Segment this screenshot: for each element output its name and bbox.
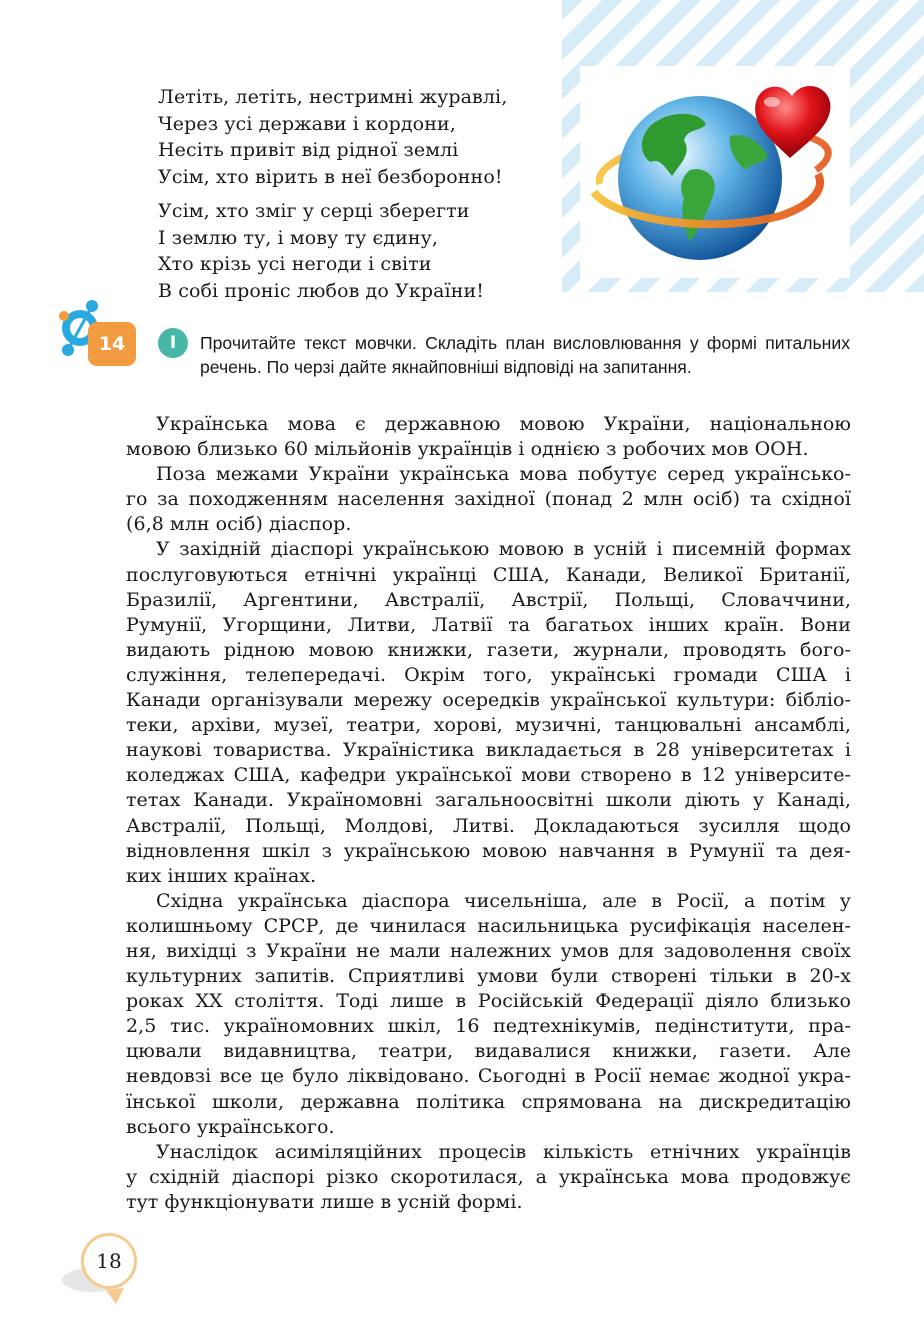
text-line: У західній діаспорі українською мовою в усній і писемній формах xyxy=(156,538,851,561)
text-line: Канади організували мережу осередків української культури: бібліо- xyxy=(126,689,851,712)
exercise-number: 14 xyxy=(88,322,136,366)
poem-stanza-2 xyxy=(158,198,558,304)
poem-line: Летіть, летіть, нестримні журавлі, xyxy=(158,86,508,108)
text-line: у східній діаспорі різко скоротилася, а українська мова продовжує xyxy=(126,1165,851,1188)
text-line: коледжах США, кафедри української мови створено в 12 університе- xyxy=(126,764,851,787)
text-line: роках ХХ століття. Тоді лише в Російській Федерації діяло близько xyxy=(126,990,851,1013)
text-line: їнської школи, державна політика спрямована на дискредитацію xyxy=(126,1090,851,1113)
text-line: послуговуються етнічні українці США, Канади, Великої Британії, xyxy=(126,563,851,586)
poem-line: І землю ту, і мову ту єдину, xyxy=(158,226,439,249)
poem-line: Через усі держави і кордони, xyxy=(158,112,456,135)
poem-line: В собі проніс любов до України! xyxy=(158,279,484,302)
text-line: всього українського. xyxy=(126,1115,335,1138)
text-line: го за походженням населення західної (понад 2 млн осіб) та східної xyxy=(126,488,851,511)
poem-stanza-1 xyxy=(158,84,558,190)
main-text xyxy=(126,412,851,1215)
page-number: 18 xyxy=(81,1233,137,1289)
text-line: тут функціонувати лише в усній формі. xyxy=(126,1190,523,1213)
text-line: ня, вихідці з України не мали належних умов для задоволення своїх xyxy=(126,939,851,962)
text-line: (6,8 млн осіб) діаспор. xyxy=(126,513,352,536)
text-line: цювали видавництва, театри, видавалися книжки, газети. Але xyxy=(126,1040,851,1063)
text-line: наукові товариства. Україністика викладається в 28 університетах і xyxy=(126,739,851,762)
globe-with-heart-icon xyxy=(580,66,850,278)
text-line: Румунії, Угорщини, Литви, Латвії та багатьох інших країн. Вони xyxy=(126,613,851,636)
text-line: ких інших країнах. xyxy=(126,864,317,887)
text-line: невдовзі все це було ліквідовано. Сьогодні в Росії немає жодної укра- xyxy=(126,1065,851,1088)
text-line: Унаслідок асиміляційних процесів кількість етнічних українців xyxy=(156,1140,851,1163)
text-line: тетах Канади. Україномовні загальноосвітні школи діють у Канаді, xyxy=(126,789,851,812)
text-line: Східна українська діаспора чисельніша, але в Росії, а потім у xyxy=(156,889,851,912)
poem-line: Усім, хто вірить в неї безборонно! xyxy=(158,165,503,188)
task-instruction: Прочитайте текст мовчки. Складіть план висловлювання у формі питальних речень. По черзі дайте якнайповніші відповіді на запитання. xyxy=(200,333,850,377)
text-line: мовою близько 60 мільйонів українців і однією з робочих мов ООН. xyxy=(126,438,809,461)
text-line: служіння, телепередачі. Окрім того, українські громади США і xyxy=(126,663,851,686)
text-line: Поза межами України українська мова побутує серед українсько- xyxy=(156,463,851,486)
text-line: Бразилії, Аргентини, Австралії, Австрії, Польщі, Словаччини, xyxy=(126,588,851,611)
poem-line: Усім, хто зміг у серці зберегти xyxy=(158,200,470,222)
text-line: Австралії, Польщі, Молдові, Литві. Докладаються зусилля щодо xyxy=(126,814,851,837)
poem-line: Несіть привіт від рідної землі xyxy=(158,139,459,161)
text-line: теки, архіви, музеї, театри, хорові, музичні, танцювальні ансамблі, xyxy=(126,714,851,737)
poem-line: Хто крізь усі негоди і світи xyxy=(158,253,432,275)
text-line: культурних запитів. Сприятливі умови були створені тільки в 20-х xyxy=(126,965,851,988)
text-line: Українська мова є державною мовою України, національною xyxy=(156,413,851,435)
text-line: відновлення шкіл з українською мовою навчання в Румунії та дея- xyxy=(126,839,851,862)
text-line: видають рідною мовою книжки, газети, журнали, проводять бого- xyxy=(126,638,851,661)
text-line: колишньому СРСР, де чинилася насильницька русифікація населен- xyxy=(126,914,851,937)
task-marker-icon: І xyxy=(158,328,188,358)
text-line: 2,5 тис. україномовних шкіл, 16 педтехнікумів, педінститути, пра- xyxy=(126,1015,851,1038)
